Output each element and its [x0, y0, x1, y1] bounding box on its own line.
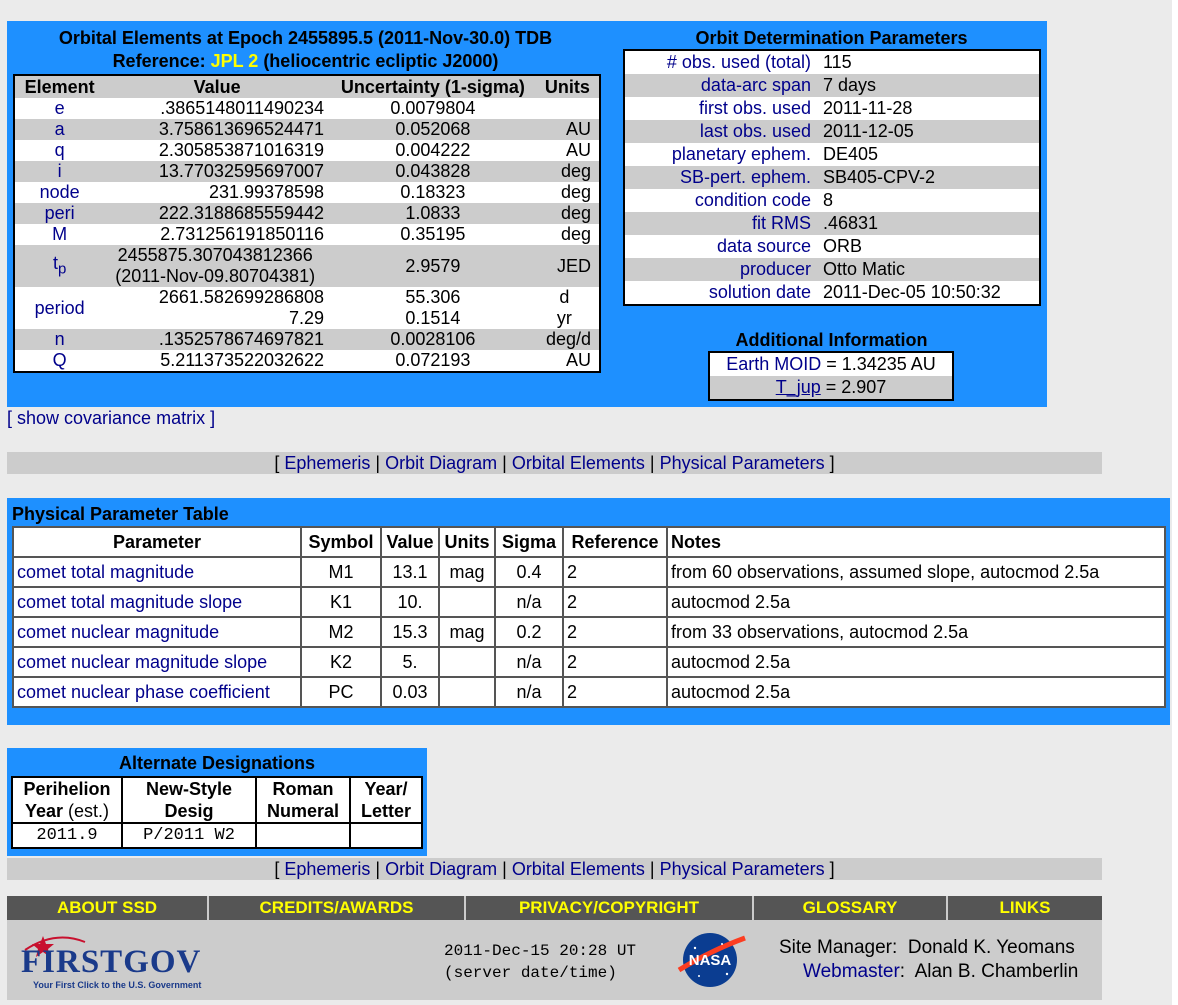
- site-manager-label: Site Manager:: [779, 937, 898, 958]
- element-name: q: [54, 140, 65, 160]
- earth-moid-link[interactable]: Earth MOID: [726, 354, 822, 374]
- firstgov-wordmark: FIRSTGOV: [21, 944, 202, 980]
- table-row: [13, 677, 1165, 707]
- param-value: Otto Matic: [817, 258, 1040, 281]
- element-uncertainty: 2.9579: [330, 245, 536, 287]
- nav-orbit-diagram[interactable]: Orbit Diagram: [385, 453, 498, 473]
- table-row: [624, 235, 1040, 258]
- col-header-value: Value: [381, 527, 439, 557]
- table-row: [14, 329, 600, 350]
- table-header-row: [12, 777, 422, 823]
- param-link[interactable]: data source: [716, 236, 811, 256]
- element-value: .3865148011490234: [160, 98, 325, 118]
- value-cell: 0.03: [381, 677, 439, 707]
- element-units: deg: [560, 182, 591, 202]
- col-header-new-style-desig: [122, 777, 256, 823]
- nav-ephemeris[interactable]: Ephemeris: [284, 859, 371, 879]
- element-name: period: [34, 297, 85, 318]
- symbol-cell: M1: [301, 557, 381, 587]
- element-value: [104, 287, 330, 329]
- col-header-uncertainty: Uncertainty (1-sigma): [330, 75, 536, 98]
- nav-ephemeris[interactable]: Ephemeris: [284, 453, 371, 473]
- alternate-designations-table: [11, 776, 423, 849]
- table-row: [13, 617, 1165, 647]
- element-uncertainty: 0.0079804: [390, 98, 476, 118]
- param-value: 115: [823, 52, 852, 72]
- physical-parameters-table: [12, 526, 1166, 708]
- tp-letter: t: [52, 252, 58, 273]
- table-row: [14, 245, 600, 287]
- nav-orbital-elements[interactable]: Orbital Elements: [511, 453, 645, 473]
- element-uncertainty: 0.043828: [330, 161, 536, 182]
- nav-bracket-open: [: [274, 453, 285, 473]
- element-name: i: [14, 161, 104, 182]
- col-header-roman-numeral: [256, 777, 350, 823]
- col-header-element: Element: [14, 75, 104, 98]
- element-units: deg/d: [536, 329, 600, 350]
- orbital-elements-panel: [7, 21, 1047, 407]
- additional-info-title: Additional Information: [735, 330, 928, 350]
- notes-cell: from 60 observations, assumed slope, autocmod 2.5a: [667, 557, 1165, 587]
- table-row: [624, 189, 1040, 212]
- sigma-cell: 0.4: [495, 557, 563, 587]
- element-value: 2.73125619185011​6: [160, 224, 325, 244]
- parameter-link[interactable]: comet nuclear magnitude: [17, 621, 220, 642]
- param-link[interactable]: data-arc span: [700, 75, 811, 95]
- footer-links[interactable]: LINKS: [999, 898, 1051, 917]
- param-link[interactable]: condition code: [694, 190, 811, 210]
- section-nav-bottom: [ Ephemeris | Orbit Diagram | Orbital Elements | Physical Parameters ]: [7, 858, 1102, 880]
- table-row: [12, 823, 422, 848]
- reference-suffix: (heliocentric ecliptic J2000): [258, 51, 499, 71]
- section-nav-top: [ Ephemeris | Orbit Diagram | Orbital Elements | Physical Parameters ]: [7, 452, 1102, 474]
- orbital-elements-table: [13, 74, 601, 373]
- element-value: [104, 245, 330, 287]
- table-row: [624, 258, 1040, 281]
- element-name: Q: [52, 350, 67, 370]
- parameter-link[interactable]: comet nuclear magnitude slope: [17, 651, 268, 672]
- orbital-title-reference: [7, 50, 604, 73]
- param-link[interactable]: producer: [739, 259, 811, 279]
- footer-main: [7, 920, 1102, 1000]
- units-cell: mag: [439, 557, 495, 587]
- param-value: DE405: [823, 144, 879, 164]
- webmaster-name: Alan B. Chamberlin: [914, 961, 1079, 982]
- sigma-cell: n/a: [495, 587, 563, 617]
- additional-info-table: [708, 351, 954, 401]
- perihelion-year-cell: 2011.9: [12, 823, 122, 848]
- notes-cell: from 33 observations, autocmod 2.5a: [667, 617, 1165, 647]
- footer-glossary[interactable]: GLOSSARY: [754, 896, 948, 920]
- period-unc-years: 0.1514: [405, 308, 461, 328]
- table-row: [14, 161, 600, 182]
- table-header-row: [14, 75, 600, 98]
- element-name: e: [54, 98, 65, 118]
- table-row: [14, 224, 600, 245]
- site-manager-name: Donald K. Yeomans: [907, 937, 1075, 958]
- reference-cell: 2: [563, 617, 667, 647]
- site-manager-info: [779, 936, 1078, 984]
- param-link[interactable]: solution date: [708, 282, 811, 302]
- table-row: [14, 119, 600, 140]
- period-units-d: d: [559, 287, 570, 307]
- element-value: 5.211373522032622: [160, 350, 325, 370]
- table-row: [14, 140, 600, 161]
- element-value: 222.3188685559442: [104, 203, 330, 224]
- element-name: M: [52, 224, 68, 244]
- element-uncertainty: 0.004222: [395, 140, 471, 160]
- element-name: a: [14, 119, 104, 140]
- new-style-label: New-Style: [145, 779, 233, 799]
- table-header-row: [13, 527, 1165, 557]
- table-row: [624, 166, 1040, 189]
- webmaster-line: [779, 960, 1078, 984]
- roman-numeral-cell: [256, 823, 350, 848]
- reference-cell: 2: [563, 587, 667, 617]
- element-uncertainty: [330, 287, 536, 329]
- period-days: 2661.582699286808: [158, 287, 325, 307]
- col-header-units: Units: [536, 75, 600, 98]
- year-label: Year: [24, 801, 64, 821]
- year-slash-label: Year/: [364, 779, 408, 799]
- new-style-desig-cell: P/2011 W2: [122, 823, 256, 848]
- param-link[interactable]: fit RMS: [751, 213, 811, 233]
- units-cell: [439, 587, 495, 617]
- value-cell: 13.1: [381, 557, 439, 587]
- table-row: [14, 287, 600, 329]
- notes-cell: autocmod 2.5a: [667, 677, 1165, 707]
- param-link[interactable]: first obs. used: [698, 98, 811, 118]
- table-row: [624, 281, 1040, 305]
- notes-cell: autocmod 2.5a: [667, 647, 1165, 677]
- tp-subscript: p: [57, 260, 67, 278]
- element-uncertainty: 0.18323: [400, 182, 466, 202]
- col-header-units: Units: [439, 527, 495, 557]
- units-cell: mag: [439, 617, 495, 647]
- letter-label: Letter: [360, 801, 411, 821]
- element-name: n: [14, 329, 104, 350]
- param-value: 8: [823, 190, 834, 210]
- numeral-label: Numeral: [266, 801, 340, 821]
- nav-bracket-open: [: [274, 859, 285, 879]
- period-units-yr: yr: [556, 308, 572, 328]
- element-units: deg: [560, 224, 591, 244]
- tjup-value: = 2.907: [820, 377, 887, 397]
- param-value: ORB: [823, 236, 863, 256]
- nav-bracket-close: ]: [824, 453, 835, 473]
- footer-privacy-copyright[interactable]: PRIVACY/COPYRIGHT: [466, 896, 754, 920]
- site-manager-line: [779, 936, 1078, 960]
- param-link[interactable]: # obs. used (total): [666, 52, 811, 72]
- param-link[interactable]: SB-pert. ephem.: [679, 167, 811, 187]
- param-value: 2011-12-05: [817, 120, 1040, 143]
- element-name: peri: [14, 203, 104, 224]
- element-value: 3.758613696524471: [104, 119, 330, 140]
- tp-value: 2455875.307043812366: [117, 245, 313, 265]
- col-header-parameter: Parameter: [13, 527, 301, 557]
- tp-date: (2011-Nov-09.80704381): [115, 266, 316, 286]
- param-value: 2011-11-28: [823, 98, 913, 118]
- table-row: [709, 352, 953, 376]
- notes-cell: autocmod 2.5a: [667, 587, 1165, 617]
- value-cell: 10.: [381, 587, 439, 617]
- perihelion-label: Perihelion: [23, 779, 111, 799]
- param-value: 2011-Dec-05 10:50:32: [823, 282, 1001, 302]
- nav-bracket-close: ]: [824, 859, 835, 879]
- col-header-reference: Reference: [563, 527, 667, 557]
- param-value: 7 days: [817, 74, 1040, 97]
- element-units: AU: [565, 350, 591, 370]
- reference-cell: 2: [563, 677, 667, 707]
- earth-moid-value: = 1.34235 AU: [821, 354, 936, 374]
- nasa-meatball-icon: [677, 930, 747, 990]
- table-row: [709, 376, 953, 400]
- symbol-cell: K1: [301, 587, 381, 617]
- parameter-link[interactable]: comet total magnitude: [17, 561, 195, 582]
- value-cell: 15.3: [381, 617, 439, 647]
- element-uncertainty: 0.052068: [330, 119, 536, 140]
- element-units: deg: [536, 203, 600, 224]
- table-row: [13, 587, 1165, 617]
- element-uncertainty: 0.0028106: [330, 329, 536, 350]
- table-row: [14, 182, 600, 203]
- orbit-determination-table: [623, 49, 1041, 306]
- symbol-cell: PC: [301, 677, 381, 707]
- footer-credits-awards[interactable]: CREDITS/AWARDS: [209, 896, 466, 920]
- element-uncertainty: 1.0833: [330, 203, 536, 224]
- table-row: [624, 50, 1040, 74]
- year-est-label: [16, 800, 118, 822]
- element-units: AU: [565, 140, 591, 160]
- reference-cell: 2: [563, 647, 667, 677]
- nasa-text: NASA: [688, 952, 732, 969]
- element-units: AU: [536, 119, 600, 140]
- element-name: [14, 245, 104, 287]
- roman-label: Roman: [272, 779, 334, 799]
- symbol-cell: K2: [301, 647, 381, 677]
- reference-prefix: Reference:: [112, 51, 211, 71]
- sigma-cell: 0.2: [495, 617, 563, 647]
- physical-parameters-title: Physical Parameter Table: [12, 504, 229, 524]
- col-header-perihelion-year: [12, 777, 122, 823]
- element-value: 2.305853871016319: [158, 140, 325, 160]
- firstgov-tagline: Your First Click to the U.S. Government: [33, 980, 202, 990]
- element-name: node: [39, 182, 80, 202]
- table-row: [624, 97, 1040, 120]
- orbit-determination-title: Orbit Determination Parameters: [695, 28, 968, 48]
- period-unc-days: 55.306: [405, 287, 461, 307]
- param-value: .46831: [817, 212, 1040, 235]
- footer-about-ssd[interactable]: ABOUT SSD: [7, 896, 209, 920]
- server-time-label: (server date/time): [444, 964, 617, 982]
- period-years: 7.29: [289, 308, 325, 328]
- orbital-title-line1: Orbital Elements at Epoch 2455895.5 (2011-Nov-30.0) TDB: [58, 28, 553, 48]
- table-row: [624, 74, 1040, 97]
- table-row: [14, 98, 600, 119]
- table-row: [13, 647, 1165, 677]
- nav-orbit-diagram[interactable]: Orbit Diagram: [385, 859, 498, 879]
- reference-link[interactable]: JPL 2: [210, 51, 259, 71]
- element-units: JED: [536, 245, 600, 287]
- orbital-elements-title: [7, 27, 604, 73]
- col-header-symbol: Symbol: [301, 527, 381, 557]
- reference-cell: 2: [563, 557, 667, 587]
- year-letter-cell: [350, 823, 422, 848]
- nav-physical-parameters[interactable]: Physical Parameters: [659, 859, 825, 879]
- server-time-value: 2011-Dec-15 20:28 UT: [444, 942, 637, 960]
- nasa-logo[interactable]: [677, 930, 747, 990]
- server-time: [444, 940, 636, 984]
- show-covariance-link[interactable]: [ show covariance matrix ]: [7, 408, 216, 428]
- nav-physical-parameters[interactable]: Physical Parameters: [659, 453, 825, 473]
- element-value: .1352578674697821: [104, 329, 330, 350]
- col-header-year-letter: [350, 777, 422, 823]
- parameter-link[interactable]: comet total magnitude slope: [17, 591, 243, 612]
- sigma-cell: n/a: [495, 677, 563, 707]
- element-uncertainty: 0.072193: [395, 350, 471, 370]
- firstgov-logo[interactable]: [15, 930, 215, 990]
- element-uncertainty: 0.35195: [400, 224, 466, 244]
- webmaster-link[interactable]: Webmaster: [803, 961, 900, 982]
- col-header-value: Value: [104, 75, 330, 98]
- col-header-notes: Notes: [667, 527, 1165, 557]
- est-label: (est.): [63, 801, 110, 821]
- col-header-sigma: Sigma: [495, 527, 563, 557]
- value-cell: 5.: [381, 647, 439, 677]
- units-cell: [439, 677, 495, 707]
- element-value: 13.77032595697007: [104, 161, 330, 182]
- param-link[interactable]: planetary ephem.: [671, 144, 811, 164]
- physical-parameters-panel: [7, 498, 1170, 725]
- alternate-designations-panel: [7, 748, 427, 856]
- parameter-link[interactable]: comet nuclear phase coefficient: [17, 681, 270, 702]
- footer-link-bar: [7, 896, 1102, 920]
- units-cell: [439, 647, 495, 677]
- element-value: 231.99378598: [208, 182, 325, 202]
- webmaster-colon: :: [899, 961, 906, 982]
- desig-label: Desig: [164, 801, 214, 821]
- element-units: [536, 98, 600, 119]
- sigma-cell: n/a: [495, 647, 563, 677]
- table-row: [624, 120, 1040, 143]
- table-row: [14, 350, 600, 372]
- element-units: deg: [536, 161, 600, 182]
- param-link[interactable]: last obs. used: [699, 121, 811, 141]
- element-units: [536, 287, 600, 329]
- table-row: [14, 203, 600, 224]
- table-row: [624, 212, 1040, 235]
- tjup-link[interactable]: T_jup: [775, 377, 821, 397]
- table-row: [13, 557, 1165, 587]
- table-row: [624, 143, 1040, 166]
- param-value: SB405-CPV-2: [817, 166, 1040, 189]
- alternate-designations-title: Alternate Designations: [118, 753, 316, 773]
- nav-orbital-elements[interactable]: Orbital Elements: [511, 859, 645, 879]
- symbol-cell: M2: [301, 617, 381, 647]
